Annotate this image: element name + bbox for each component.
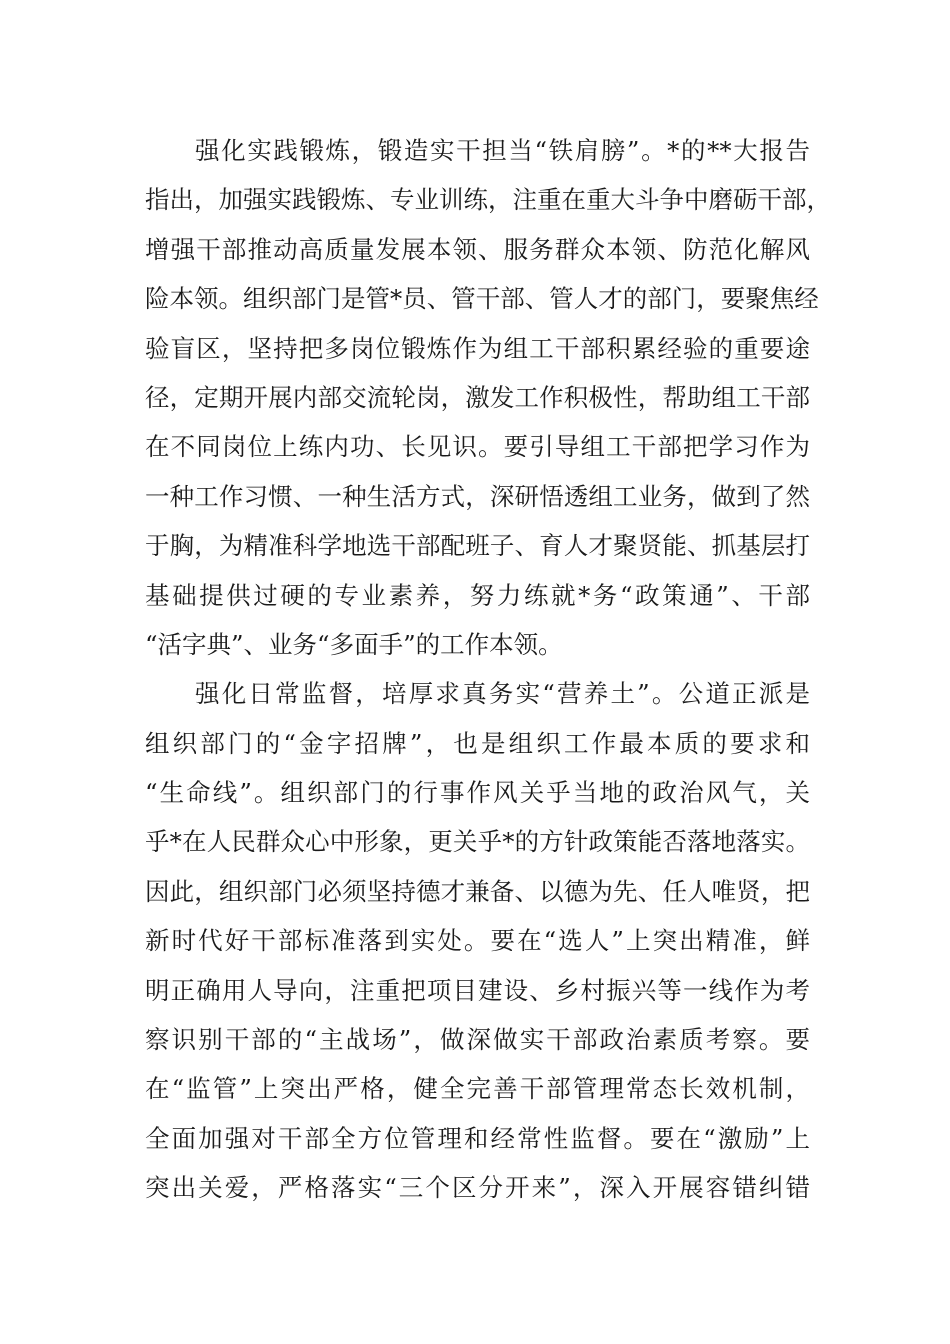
paragraph-line: 因此，组织部门必须坚持德才兼备、以德为先、任人唯贤，把 bbox=[145, 876, 810, 906]
paragraph-line: 于胸，为精准科学地选干部配班子、育人才聚贤能、抓基层打 bbox=[145, 531, 810, 561]
paragraph-line: 径，定期开展内部交流轮岗，激发工作积极性，帮助组工干部 bbox=[145, 382, 810, 412]
paragraph-line: 指出，加强实践锻炼、专业训练，注重在重大斗争中磨砺干部， bbox=[145, 185, 831, 215]
paragraph-line: 乎*在人民群众心中形象，更关乎*的方针政策能否落地落实。 bbox=[145, 827, 810, 857]
paragraph-line: 基础提供过硬的专业素养，努力练就*务“政策通”、干部 bbox=[145, 580, 810, 610]
paragraph-line: 增强干部推动高质量发展本领、服务群众本领、防范化解风 bbox=[145, 234, 810, 264]
paragraph-1 bbox=[145, 126, 831, 669]
paragraph-line: 强化实践锻炼，锻造实干担当“铁肩膀”。*的**大报告 bbox=[195, 136, 810, 165]
paragraph-line: 察识别干部的“主战场”，做深做实干部政治素质考察。要 bbox=[145, 1025, 810, 1055]
paragraph-line: “活字典”、业务“多面手”的工作本领。 bbox=[145, 629, 563, 659]
paragraph-line: 新时代好干部标准落到实处。要在“选人”上突出精准，鲜 bbox=[145, 926, 810, 956]
paragraph-line: 一种工作习惯、一种生活方式，深研悟透组工业务，做到了然 bbox=[145, 481, 810, 511]
body-text bbox=[145, 126, 831, 1213]
paragraph-line: 险本领。组织部门是管*员、管干部、管人才的部门，要聚焦经 bbox=[145, 284, 819, 314]
paragraph-line: 在“监管”上突出严格，健全完善干部管理常态长效机制， bbox=[145, 1074, 810, 1104]
paragraph-line: 明正确用人导向，注重把项目建设、乡村振兴等一线作为考 bbox=[145, 975, 810, 1005]
paragraph-line: 强化日常监督，培厚求真务实“营养土”。公道正派是 bbox=[195, 679, 810, 709]
paragraph-line: 验盲区，坚持把多岗位锻炼作为组工干部积累经验的重要途 bbox=[145, 333, 810, 363]
paragraph-line: 组织部门的“金字招牌”，也是组织工作最本质的要求和 bbox=[145, 728, 810, 758]
paragraph-2 bbox=[145, 669, 810, 1212]
paragraph-line: 在不同岗位上练内功、长见识。要引导组工干部把学习作为 bbox=[145, 432, 810, 462]
paragraph-line: 突出关爱，严格落实“三个区分开来”，深入开展容错纠错 bbox=[145, 1173, 810, 1203]
paragraph-line: 全面加强对干部全方位管理和经常性监督。要在“激励”上 bbox=[145, 1123, 810, 1153]
paragraph-line: “生命线”。组织部门的行事作风关乎当地的政治风气，关 bbox=[145, 778, 810, 808]
